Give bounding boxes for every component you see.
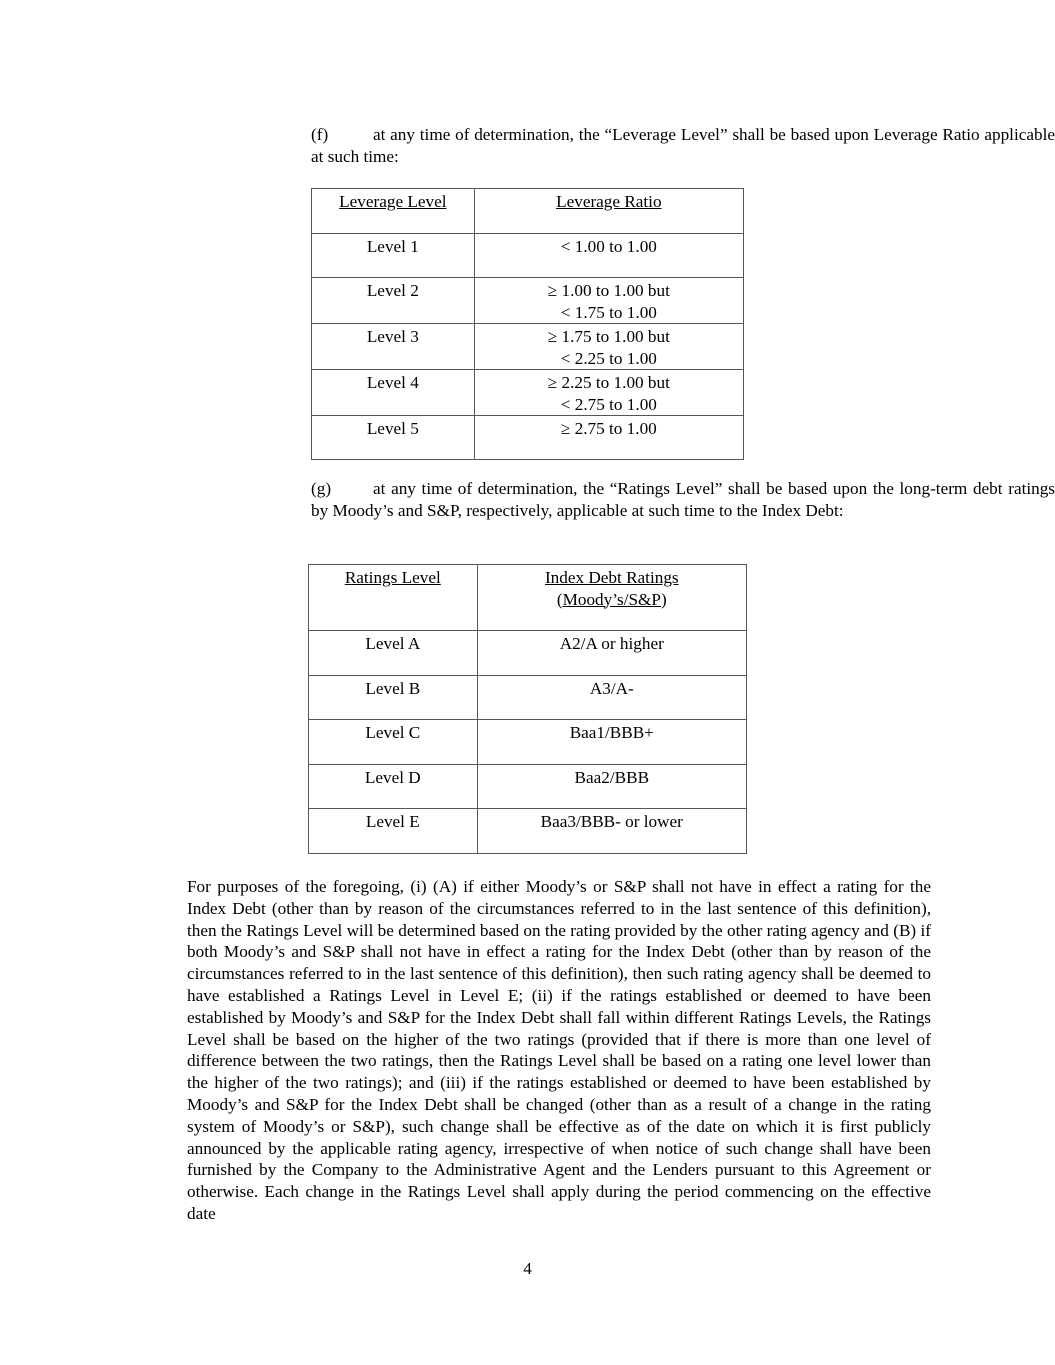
table-row [309,676,747,720]
table-row [309,631,747,676]
table-row [309,809,747,854]
table-row [312,278,744,324]
ratings-table [308,564,747,854]
ratings-level-cell: Level D [309,765,478,809]
ratings-table-header-row [309,565,747,631]
ratings-value-cell: Baa1/BBB+ [477,720,746,765]
leverage-level-cell: Level 2 [312,278,475,324]
body-paragraph: For purposes of the foregoing, (i) (A) if either Moody’s or S&P shall not have in effect a rating for the Index Debt (other than by reason of the circumstances referred to in the last sentence of this definition), then the Ratings Level will be determined based on the rating provided by the other rating agency and (B) if both Moody’s and S&P shall not have in effect a rating for the Index Debt (other than by reason of the circumstances referred to in the last sentence of this definition), then such rating agency shall be deemed to have established a Ratings Level in Level E; (ii) if the ratings established or deemed to have been established by Moody’s and S&P for the Index Debt shall fall within different Ratings Levels, the Ratings Level shall be based on the higher of the two ratings (provided that if there is more than one level of difference between the two ratings, then the Ratings Level shall be based on a rating one level lower than the higher of the two ratings); and (iii) if the ratings established or deemed to have been established by Moody’s and S&P for the Index Debt shall be changed (other than as a result of a change in the rating system of Moody’s or S&P), such change shall be effective as of the date on which it is first publicly announced by the applicable rating agency, irrespective of when notice of such change shall have been furnished by the Company to the Administrative Agent and the Lenders pursuant to this Agreement or otherwise. Each change in the Ratings Level shall apply during the period commencing on the effective date [187,877,931,1223]
paragraph-f-label: (f) [311,125,329,144]
leverage-ratio-cell: ≥ 1.00 to 1.00 but < 1.75 to 1.00 [474,278,743,324]
leverage-ratio-header: Leverage Ratio [474,189,743,234]
ratings-value-cell: Baa2/BBB [477,765,746,809]
paragraph-f-text: at any time of determination, the “Leverage Level” shall be based upon Leverage Ratio applicable at such time: [311,125,1055,166]
leverage-ratio-cell: ≥ 1.75 to 1.00 but < 2.25 to 1.00 [474,324,743,370]
table-row [312,324,744,370]
table-row [312,370,744,416]
ratings-level-cell: Level B [309,676,478,720]
ratings-level-cell: Level A [309,631,478,676]
paragraph-g-label: (g) [311,479,332,498]
table-row [312,416,744,460]
paragraph-g-text: at any time of determination, the “Ratings Level” shall be based upon the long-term debt ratings by Moody’s and S&P, respectively, applicable at such time to the Index Debt: [311,479,1055,520]
leverage-level-cell: Level 5 [312,416,475,460]
leverage-ratio-cell: < 1.00 to 1.00 [474,234,743,278]
leverage-table [311,188,744,460]
page-number: 4 [523,1259,532,1278]
index-debt-ratings-header: Index Debt Ratings (Moody’s/S&P) [477,565,746,631]
leverage-level-cell: Level 1 [312,234,475,278]
leverage-level-cell: Level 4 [312,370,475,416]
ratings-value-cell: Baa3/BBB- or lower [477,809,746,854]
ratings-level-cell: Level E [309,809,478,854]
leverage-level-header: Leverage Level [312,189,475,234]
table-row [309,720,747,765]
table-row [309,765,747,809]
leverage-ratio-cell: ≥ 2.75 to 1.00 [474,416,743,460]
leverage-ratio-cell: ≥ 2.25 to 1.00 but < 2.75 to 1.00 [474,370,743,416]
ratings-level-cell: Level C [309,720,478,765]
paragraph-f [187,124,1055,168]
ratings-value-cell: A3/A- [477,676,746,720]
leverage-level-cell: Level 3 [312,324,475,370]
paragraph-g [187,478,1055,522]
ratings-value-cell: A2/A or higher [477,631,746,676]
leverage-table-header-row [312,189,744,234]
table-row [312,234,744,278]
ratings-level-header: Ratings Level [309,565,478,631]
